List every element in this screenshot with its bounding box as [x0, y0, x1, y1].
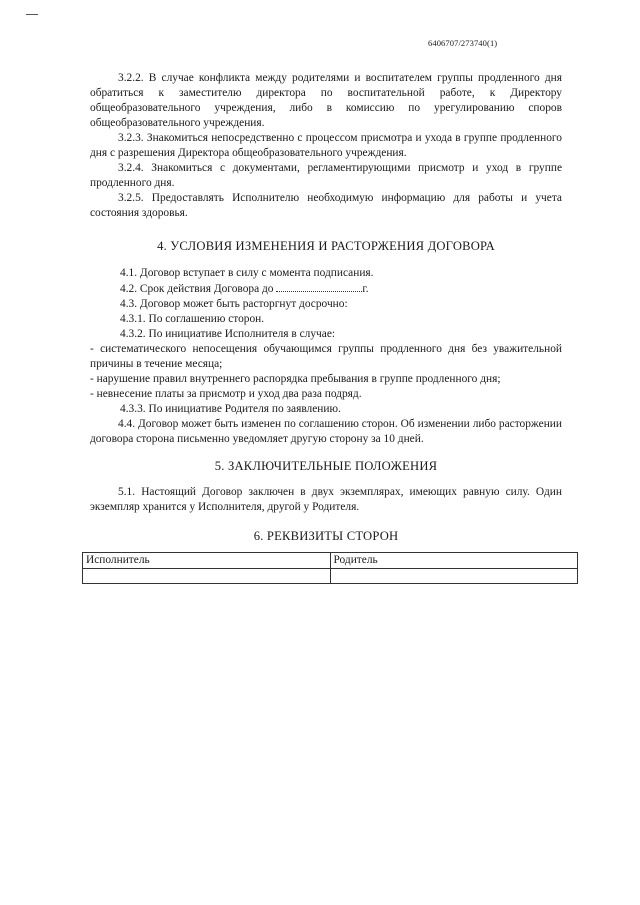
- executor-cell: [83, 569, 331, 584]
- section-6-title: 6. РЕКВИЗИТЫ СТОРОН: [253, 529, 399, 543]
- parent-cell: [330, 569, 578, 584]
- reason-1: - систематического непосещения обучающимся группы продленного дня без уважительной причины в течение месяца;: [90, 343, 562, 370]
- reason-2: - нарушение правил внутреннего распорядка пребывания в группе продленного дня;: [90, 373, 501, 385]
- clause-5-1: 5.1. Настоящий Договор заключен в двух экземплярах, имеющих равную силу. Один экземпляр хранится у Исполнителя, другой у Родителя.: [90, 486, 562, 513]
- reason-3: - невнесение платы за присмотр и уход два раза подряд.: [90, 388, 362, 400]
- clause-4-4: 4.4. Договор может быть изменен по соглашению сторон. Об изменении либо расторжении договора сторона письменно уведомляет другую сторону за 10 дней.: [90, 418, 562, 445]
- section-5-title: 5. ЗАКЛЮЧИТЕЛЬНЫЕ ПОЛОЖЕНИЯ: [214, 459, 438, 473]
- scan-mark: [26, 14, 38, 15]
- clause-3-2-2: 3.2.2. В случае конфликта между родителями и воспитателем группы продленного дня обратиться к заместителю директора по воспитательной работе, к Директору общеобразовательного учреждения, либо в комиссию по урегулированию споров общеобразовательного учреждения.: [90, 72, 562, 129]
- clause-3-2-4: 3.2.4. Знакомиться с документами, регламентирующими присмотр и уход в группе продленного дня.: [90, 162, 562, 189]
- clause-4-3-2: 4.3.2. По инициативе Исполнителя в случае:: [120, 328, 336, 340]
- clause-3-2-5: 3.2.5. Предоставлять Исполнителю необходимую информацию для работы и учета состояния здоровья.: [90, 192, 562, 219]
- document-body: [86, 71, 562, 584]
- clause-4-2: [90, 281, 562, 297]
- section-4-title: 4. УСЛОВИЯ ИЗМЕНЕНИЯ И РАСТОРЖЕНИЯ ДОГОВОРА: [157, 239, 495, 253]
- clause-4-3: 4.3. Договор может быть расторгнут досрочно:: [120, 298, 348, 310]
- clause-4-1: 4.1. Договор вступает в силу с момента подписания.: [120, 267, 374, 279]
- requisites-table: [82, 552, 578, 584]
- date-blank-field: [276, 281, 362, 292]
- document-number: 6406707/273740(1): [428, 38, 498, 48]
- clause-4-3-3: 4.3.3. По инициативе Родителя по заявлению.: [120, 403, 341, 415]
- executor-header: Исполнитель: [83, 553, 331, 569]
- clause-4-2-text: 4.2. Срок действия Договора до: [120, 283, 274, 295]
- clause-4-3-1: 4.3.1. По соглашению сторон.: [120, 313, 265, 325]
- clause-4-2-suffix: г.: [362, 283, 369, 295]
- table-row: [83, 553, 578, 569]
- table-row: [83, 569, 578, 584]
- parent-header: Родитель: [330, 553, 578, 569]
- clause-3-2-3: 3.2.3. Знакомиться непосредственно с процессом присмотра и ухода в группе продленного дня с разрешения Директора общеобразовательного учреждения.: [90, 132, 562, 159]
